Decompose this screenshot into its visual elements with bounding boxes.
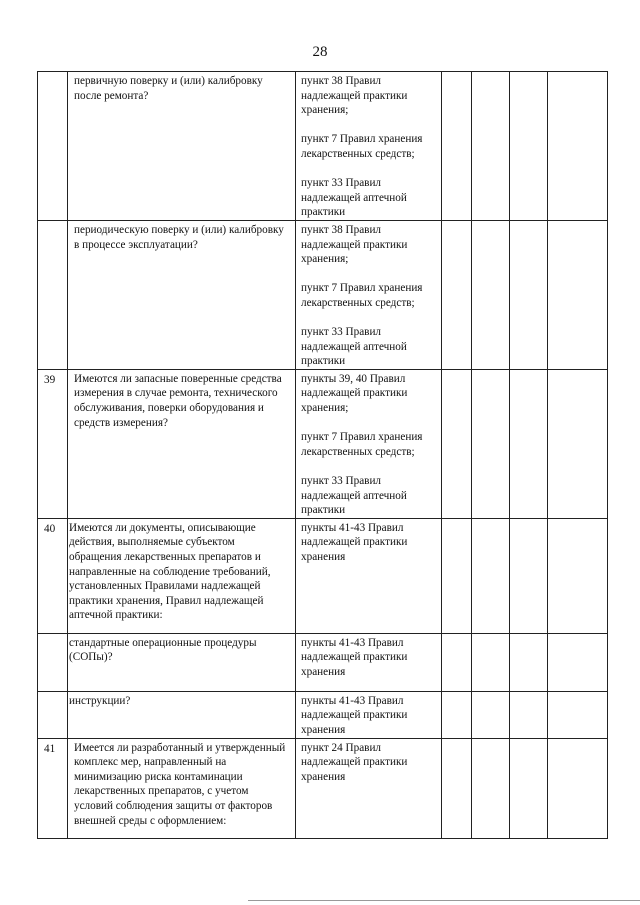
row-number: 39 (38, 369, 68, 518)
question-text: стандартные операционные процедуры (СОПы)? (69, 636, 257, 664)
reference-text: пункт 7 Правил хранения лекарственных средств; (301, 133, 423, 160)
answer-cell (442, 369, 472, 518)
answer-cell (548, 633, 608, 691)
answer-cell (442, 220, 472, 369)
table-row (38, 369, 608, 518)
question-text: Имеется ли разработанный и утвержденный комплекс мер, направленный на минимизацию риска контаминации лекарственных препаратов, с учетом условий соблюдения защиты от факторов внешней среды с оформлением: (74, 741, 286, 827)
checklist-table (37, 71, 608, 839)
reference-cell (296, 518, 442, 633)
reference-cell (296, 72, 442, 221)
table-row (38, 738, 608, 838)
answer-cell (548, 220, 608, 369)
row-number (38, 633, 68, 691)
reference-text: пункт 38 Правил надлежащей практики хранения; (301, 223, 408, 266)
table-row (38, 518, 608, 633)
reference-text: пункт 33 Правил надлежащей аптечной практики (301, 177, 407, 219)
reference-cell (296, 633, 442, 691)
question-text: периодическую поверку и (или) калибровку в процессе эксплуатации? (74, 223, 284, 251)
question-cell (68, 738, 296, 838)
reference-cell (296, 220, 442, 369)
question-text: Имеются ли документы, описывающие действия, выполняемые субъектом обращения лекарственных препаратов и направленные на соблюдение требований, установленных Правилами надлежащей практики хранения, Правил надлежащей аптечной практики: (69, 521, 271, 622)
question-cell (68, 518, 296, 633)
reference-text: пункты 39, 40 Правил надлежащей практики хранения; (301, 372, 408, 415)
row-number (38, 72, 68, 221)
answer-cell (472, 518, 510, 633)
row-number: 41 (38, 738, 68, 838)
answer-cell (472, 738, 510, 838)
reference-text: пункты 41-43 Правил надлежащей практики хранения (301, 694, 408, 736)
answer-cell (548, 369, 608, 518)
answer-cell (442, 633, 472, 691)
reference-text: пункты 41-43 Правил надлежащей практики хранения (301, 521, 408, 563)
answer-cell (510, 518, 548, 633)
answer-cell (472, 220, 510, 369)
question-text: инструкции? (69, 694, 131, 707)
answer-cell (510, 369, 548, 518)
table-row (38, 691, 608, 738)
reference-cell (296, 369, 442, 518)
table-row (38, 633, 608, 691)
table-row (38, 72, 608, 221)
question-text: Имеются ли запасные поверенные средства измерения в случае ремонта, технического обслуживания, поверки оборудования и средств измерения? (74, 372, 282, 429)
answer-cell (472, 691, 510, 738)
answer-cell (548, 738, 608, 838)
question-cell (68, 220, 296, 369)
answer-cell (510, 738, 548, 838)
answer-cell (472, 72, 510, 221)
answer-cell (472, 369, 510, 518)
reference-text: пункты 41-43 Правил надлежащей практики хранения (301, 636, 408, 678)
answer-cell (548, 518, 608, 633)
reference-text: пункт 33 Правил надлежащей аптечной практики (301, 326, 407, 368)
reference-text: пункт 7 Правил хранения лекарственных средств; (301, 282, 423, 309)
answer-cell (548, 72, 608, 221)
answer-cell (510, 72, 548, 221)
scan-edge-line (248, 900, 640, 901)
reference-text: пункт 33 Правил надлежащей аптечной практики (301, 475, 407, 517)
answer-cell (510, 691, 548, 738)
answer-cell (510, 220, 548, 369)
row-number (38, 220, 68, 369)
question-cell (68, 369, 296, 518)
reference-cell (296, 738, 442, 838)
question-text: первичную поверку и (или) калибровку после ремонта? (74, 75, 263, 102)
answer-cell (548, 691, 608, 738)
answer-cell (442, 72, 472, 221)
answer-cell (442, 738, 472, 838)
reference-text: пункт 7 Правил хранения лекарственных средств; (301, 431, 423, 458)
row-number (38, 691, 68, 738)
answer-cell (472, 633, 510, 691)
reference-cell (296, 691, 442, 738)
table-row (38, 220, 608, 369)
page-number: 28 (312, 44, 328, 60)
row-number: 40 (38, 518, 68, 633)
reference-text: пункт 38 Правил надлежащей практики хранения; (301, 75, 408, 117)
answer-cell (442, 518, 472, 633)
question-cell (68, 691, 296, 738)
answer-cell (442, 691, 472, 738)
reference-text: пункт 24 Правил надлежащей практики хранения (301, 741, 408, 783)
question-cell (68, 72, 296, 221)
answer-cell (510, 633, 548, 691)
question-cell (68, 633, 296, 691)
